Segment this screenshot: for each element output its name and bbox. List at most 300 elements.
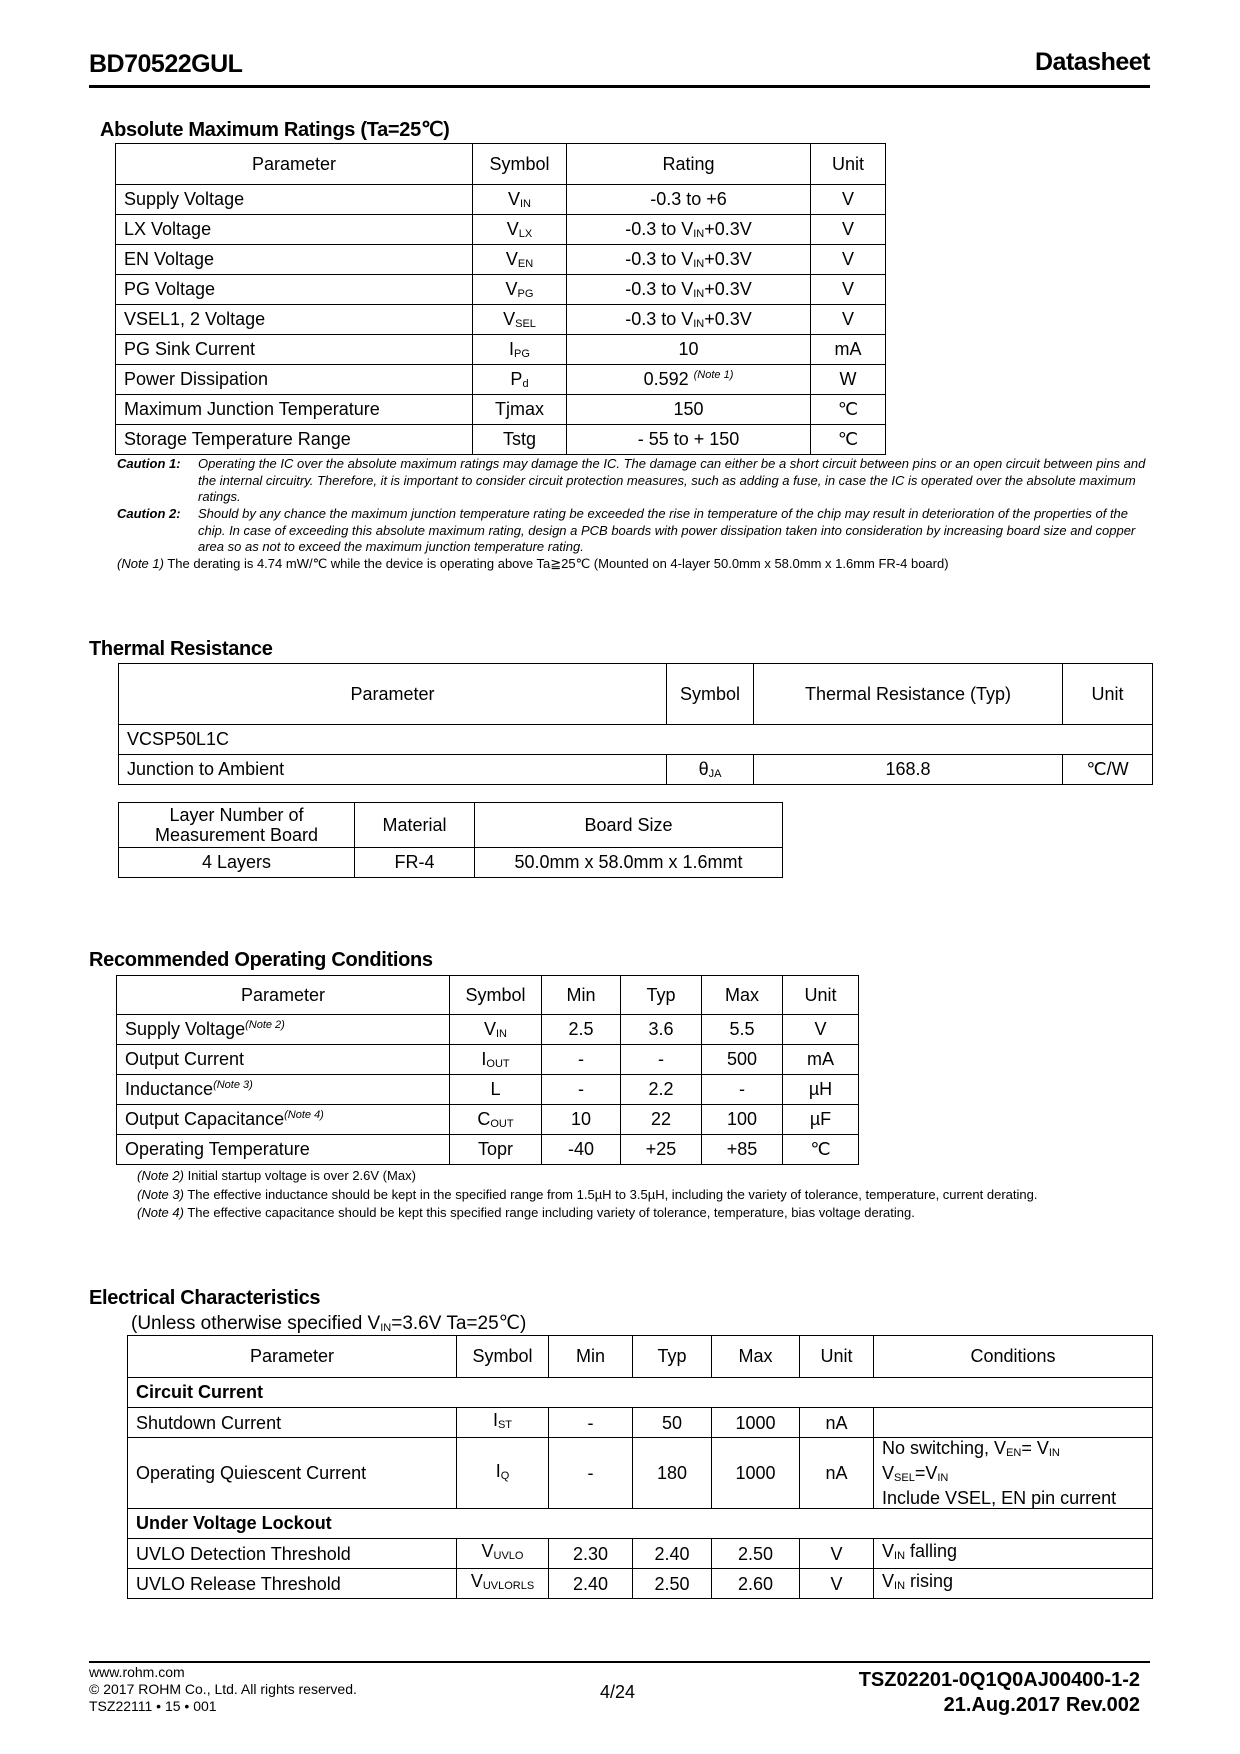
condition-part: IN xyxy=(937,1472,949,1484)
max-cell xyxy=(702,1105,783,1135)
unit-cell xyxy=(783,1015,859,1045)
rating-part: IN xyxy=(693,288,705,300)
unit: µF xyxy=(809,1109,832,1129)
column-header-cell xyxy=(549,1336,633,1378)
note-text: The effective capacitance should be kept this specified range including variety of tolerance, temperature, bias voltage derating. xyxy=(183,1205,915,1220)
min: 10 xyxy=(570,1109,592,1129)
max: 1000 xyxy=(735,1463,776,1483)
condition-part: V xyxy=(882,1541,895,1561)
roc-note xyxy=(137,1204,1037,1223)
parameter-cell xyxy=(116,215,473,245)
table-row xyxy=(116,305,886,335)
table-row xyxy=(116,365,886,395)
roc-heading: Recommended Operating Conditions xyxy=(89,949,433,971)
unit-cell xyxy=(800,1569,874,1599)
condition-part: IN xyxy=(1048,1447,1060,1459)
symbol-cell xyxy=(473,245,567,275)
unit: V xyxy=(841,249,854,269)
column-header-cell xyxy=(473,144,567,185)
column-header: Layer Number of Measurement Board xyxy=(154,805,319,845)
table-row xyxy=(128,1438,1153,1509)
column-header: Max xyxy=(738,1346,773,1366)
unit-cell xyxy=(783,1135,859,1165)
symbol-part: UVLORLS xyxy=(482,1580,535,1592)
column-header: Unit xyxy=(804,984,837,1005)
caution-2-text: Should by any chance the maximum junction temperature rating be exceeded the rise in temperature of the chip may result in deterioration of the properties of the chip. In case of exceeding this absolute maximum rating, design a PCB boards with power dissipation taken into consideration by increasing board size and copper area so as not to exceed the maximum junction temperature rating. xyxy=(198,506,1136,554)
rating-cell xyxy=(567,305,811,335)
symbol-cell xyxy=(450,1105,542,1135)
typ: - xyxy=(658,1049,664,1069)
symbol-part: V xyxy=(505,279,518,299)
column-header-cell xyxy=(116,144,473,185)
board-value: FR-4 xyxy=(394,852,435,872)
table-row xyxy=(117,1135,859,1165)
typ-cell xyxy=(621,1075,702,1105)
footer-divider xyxy=(89,1661,1150,1663)
column-header-cell xyxy=(1063,664,1153,725)
unit: ℃/W xyxy=(1086,759,1129,779)
column-header-cell xyxy=(355,803,475,848)
symbol-part: SEL xyxy=(515,318,536,330)
symbol-cell xyxy=(457,1408,549,1438)
rating-part: IN xyxy=(693,318,705,330)
column-header: Parameter xyxy=(251,153,337,174)
parameter-part: Output Capacitance xyxy=(125,1109,285,1129)
unit: V xyxy=(841,309,854,329)
symbol-cell xyxy=(473,425,567,455)
typ-cell xyxy=(633,1408,712,1438)
rating-part: (Note 1) xyxy=(693,369,734,381)
typ: 50 xyxy=(661,1412,683,1433)
parameter-part: Supply Voltage xyxy=(125,1019,246,1039)
column-header: Symbol xyxy=(489,153,550,174)
symbol-part: LX xyxy=(518,228,533,240)
unit-cell xyxy=(783,1045,859,1075)
unit: V xyxy=(830,1573,843,1594)
condition-part: IN xyxy=(894,1580,906,1592)
caution-1 xyxy=(117,456,1152,506)
symbol-part: IN xyxy=(496,1028,507,1040)
note-1 xyxy=(117,556,949,572)
column-header: Min xyxy=(566,984,596,1005)
unit: V xyxy=(830,1543,843,1564)
condition-part: IN xyxy=(894,1550,906,1562)
parameter-cell xyxy=(116,335,473,365)
unit: V xyxy=(814,1019,827,1039)
max: 1000 xyxy=(735,1412,776,1433)
unit-cell xyxy=(783,1105,859,1135)
ec-heading: Electrical Characteristics xyxy=(89,1287,321,1309)
typ-cell xyxy=(633,1539,712,1569)
column-header: Typ xyxy=(657,1346,687,1366)
parameter-part: (Note 4) xyxy=(284,1109,324,1121)
column-header: Symbol xyxy=(472,1346,533,1366)
conditions-cell xyxy=(874,1539,1153,1569)
note-1-label: (Note 1) xyxy=(117,556,164,571)
rating-cell xyxy=(567,245,811,275)
note-label: (Note 2) xyxy=(137,1168,184,1183)
symbol-part: V xyxy=(470,1571,483,1591)
symbol-cell xyxy=(450,1135,542,1165)
table-row xyxy=(117,1045,859,1075)
parameter: Operating Quiescent Current xyxy=(136,1463,367,1483)
conditions-cell xyxy=(874,1569,1153,1599)
parameter-cell xyxy=(117,1015,450,1045)
rating-part: IN xyxy=(693,228,705,240)
table-row xyxy=(116,395,886,425)
column-header-cell xyxy=(754,664,1063,725)
unit-cell xyxy=(800,1438,874,1509)
symbol-cell xyxy=(473,215,567,245)
table-row xyxy=(119,848,783,878)
page-number: 4/24 xyxy=(600,1682,636,1702)
column-header-cell xyxy=(475,803,783,848)
parameter: LX Voltage xyxy=(124,219,212,239)
ec-subtitle-text-part: IN xyxy=(380,1322,392,1334)
max-cell xyxy=(702,1015,783,1045)
part-number-title: BD70522GUL xyxy=(89,50,243,78)
symbol-part: ST xyxy=(497,1419,513,1431)
board-value-cell xyxy=(475,848,783,878)
min: -40 xyxy=(567,1139,594,1159)
rating: 150 xyxy=(673,399,704,419)
typ-cell xyxy=(621,1135,702,1165)
column-header: Unit xyxy=(1091,683,1124,704)
symbol-part: Q xyxy=(500,1469,510,1482)
column-header-cell xyxy=(450,976,542,1015)
section-title: Under Voltage Lockout xyxy=(136,1513,332,1533)
parameter-cell xyxy=(119,755,667,785)
condition-part: No switching, V xyxy=(882,1438,1007,1458)
min-cell xyxy=(542,1045,621,1075)
symbol-part: V xyxy=(503,309,516,329)
parameter-cell xyxy=(116,305,473,335)
parameter-cell xyxy=(128,1408,457,1438)
symbol-part: d xyxy=(522,378,529,390)
table-row xyxy=(128,1539,1153,1569)
min-cell xyxy=(542,1135,621,1165)
typ: 2.2 xyxy=(648,1079,674,1099)
section-row xyxy=(128,1378,1153,1408)
symbol: L xyxy=(490,1079,501,1099)
header-divider xyxy=(89,85,1150,88)
symbol-part: V xyxy=(506,219,519,239)
unit: mA xyxy=(834,339,862,359)
max-cell xyxy=(712,1438,800,1509)
min-cell xyxy=(542,1015,621,1045)
rating-cell xyxy=(567,335,811,365)
min: - xyxy=(578,1079,584,1099)
condition-part: EN xyxy=(1006,1447,1022,1459)
unit-cell xyxy=(1063,755,1153,785)
table-row xyxy=(117,1015,859,1045)
unit-cell xyxy=(811,305,886,335)
table-row xyxy=(116,185,886,215)
rating: -0.3 to +6 xyxy=(650,189,727,209)
board-value: 4 Layers xyxy=(201,852,272,872)
max-cell xyxy=(702,1045,783,1075)
conditions-cell xyxy=(874,1408,1153,1438)
unit: nA xyxy=(825,1463,848,1483)
section-row xyxy=(128,1509,1153,1539)
electrical-characteristics-table xyxy=(127,1335,1153,1599)
parameter-cell xyxy=(116,245,473,275)
column-header-cell xyxy=(119,803,355,848)
caution-1-label: Caution 1: xyxy=(117,456,181,471)
unit: ℃ xyxy=(810,1139,831,1159)
column-header-cell xyxy=(783,976,859,1015)
condition-part: V xyxy=(882,1571,895,1591)
min: - xyxy=(587,1412,594,1433)
min-cell xyxy=(542,1105,621,1135)
symbol-part: V xyxy=(505,249,518,269)
board-value-cell xyxy=(355,848,475,878)
symbol-part: V xyxy=(507,189,520,209)
typ: 3.6 xyxy=(648,1019,674,1039)
condition-part: falling xyxy=(905,1541,958,1561)
parameter-cell xyxy=(116,275,473,305)
parameter-cell xyxy=(117,1135,450,1165)
typ-cell xyxy=(621,1015,702,1045)
caution-2-label: Caution 2: xyxy=(117,506,181,521)
symbol-cell xyxy=(473,335,567,365)
caution-2 xyxy=(117,506,1152,556)
max: 100 xyxy=(726,1109,758,1129)
condition-part: SEL xyxy=(894,1472,915,1484)
unit: V xyxy=(841,189,854,209)
column-header: Symbol xyxy=(465,984,526,1005)
header-row xyxy=(128,1336,1153,1378)
thermal-resistance-cell xyxy=(754,755,1063,785)
typ-cell xyxy=(621,1105,702,1135)
symbol-cell xyxy=(450,1045,542,1075)
typ-cell xyxy=(621,1045,702,1075)
max: 2.60 xyxy=(737,1573,774,1594)
column-header-cell xyxy=(621,976,702,1015)
symbol-part: V xyxy=(483,1019,496,1039)
rating-cell xyxy=(567,395,811,425)
condition-part: V xyxy=(882,1463,895,1483)
table-row xyxy=(116,245,886,275)
rating-part: +0.3V xyxy=(704,219,752,239)
condition-line xyxy=(882,1463,1146,1488)
symbol: Tjmax xyxy=(495,399,544,419)
rating-cell xyxy=(567,215,811,245)
caution-1-text: Operating the IC over the absolute maximum ratings may damage the IC. The damage can either be a short circuit between pins or an open circuit between pins and the internal circuitry. Therefore, it is important to consider circuit protection measures, such as adding a fuse, in case the IC is operated over the absolute maximum ratings. xyxy=(198,456,1146,504)
unit-cell xyxy=(811,395,886,425)
symbol-cell xyxy=(457,1569,549,1599)
symbol-part: EN xyxy=(517,258,534,270)
package-row xyxy=(119,725,1153,755)
column-header-cell xyxy=(117,976,450,1015)
rating-part: -0.3 to V xyxy=(625,249,694,269)
footer-website: www.rohm.com xyxy=(89,1664,185,1680)
symbol-part: PG xyxy=(514,348,530,360)
symbol-part: JA xyxy=(708,768,722,780)
column-header-cell xyxy=(811,144,886,185)
roc-notes xyxy=(137,1167,1037,1223)
column-header: Parameter xyxy=(350,683,435,704)
min-cell xyxy=(542,1075,621,1105)
min: 2.5 xyxy=(568,1019,594,1039)
absolute-max-ratings-table xyxy=(115,143,886,455)
typ-cell xyxy=(633,1438,712,1509)
table-row xyxy=(116,215,886,245)
measurement-board-table xyxy=(118,802,783,878)
symbol-part: OUT xyxy=(490,1118,514,1130)
max: - xyxy=(739,1079,745,1099)
column-header: Material xyxy=(382,815,447,835)
unit-cell xyxy=(811,425,886,455)
max: 5.5 xyxy=(729,1019,755,1039)
symbol-part: I xyxy=(492,1410,498,1430)
typ: +25 xyxy=(645,1139,677,1159)
condition-part: = V xyxy=(1021,1438,1049,1458)
parameter-cell xyxy=(128,1569,457,1599)
table-row xyxy=(119,755,1153,785)
symbol-part: PG xyxy=(517,288,534,300)
column-header: Board Size xyxy=(584,815,673,835)
rating-part: +0.3V xyxy=(704,309,752,329)
parameter-cell xyxy=(128,1539,457,1569)
typ-cell xyxy=(633,1569,712,1599)
note-label: (Note 4) xyxy=(137,1205,184,1220)
parameter: UVLO Release Threshold xyxy=(136,1573,341,1594)
header-row xyxy=(116,144,886,185)
footer-copyright: © 2017 ROHM Co., Ltd. All rights reserved. xyxy=(89,1681,357,1697)
column-header-cell xyxy=(702,976,783,1015)
min: - xyxy=(587,1463,594,1483)
min-cell xyxy=(549,1438,633,1509)
unit: ℃ xyxy=(837,429,859,449)
ec-subtitle-text-part: (Unless otherwise specified V xyxy=(131,1313,381,1334)
section-header-cell xyxy=(128,1378,1153,1408)
condition-line xyxy=(882,1488,1146,1508)
column-header-cell xyxy=(667,664,754,725)
section-title: Circuit Current xyxy=(136,1382,264,1402)
column-header-cell xyxy=(567,144,811,185)
parameter: PG Voltage xyxy=(124,279,216,299)
symbol-cell xyxy=(473,275,567,305)
column-header: Parameter xyxy=(240,984,326,1005)
unit: mA xyxy=(807,1049,834,1069)
table-row xyxy=(128,1569,1153,1599)
symbol-part: θ xyxy=(698,759,709,779)
unit-cell xyxy=(811,245,886,275)
amr-heading: Absolute Maximum Ratings (Ta=25℃) xyxy=(100,119,450,141)
parameter-cell xyxy=(128,1438,457,1509)
symbol-cell xyxy=(667,755,754,785)
footer-right xyxy=(859,1668,1140,1718)
symbol-part: IN xyxy=(520,198,531,210)
column-header-cell xyxy=(712,1336,800,1378)
parameter-part: Inductance xyxy=(125,1079,214,1099)
header-row xyxy=(117,976,859,1015)
rating-part: -0.3 to V xyxy=(625,219,694,239)
column-header-cell xyxy=(119,664,667,725)
symbol-cell xyxy=(473,185,567,215)
rating-part: -0.3 to V xyxy=(625,279,694,299)
symbol-part: P xyxy=(510,369,523,389)
max-cell xyxy=(702,1075,783,1105)
roc-note xyxy=(137,1186,1037,1205)
header-row xyxy=(119,664,1153,725)
roc-note xyxy=(137,1167,1037,1186)
symbol-cell xyxy=(457,1539,549,1569)
min: 2.30 xyxy=(572,1543,609,1564)
column-header: Conditions xyxy=(970,1346,1056,1366)
board-value-cell xyxy=(119,848,355,878)
rating-part: IN xyxy=(693,258,705,270)
table-row xyxy=(116,335,886,365)
document-type: Datasheet xyxy=(1035,48,1150,76)
max-cell xyxy=(702,1135,783,1165)
ec-subtitle xyxy=(131,1312,526,1335)
note-1-text: The derating is 4.74 mW/℃ while the device is operating above Ta≧25℃ (Mounted on 4-layer 50.0mm x 58.0mm x 1.6mm FR-4 board) xyxy=(163,556,949,571)
table-row xyxy=(116,275,886,305)
min-cell xyxy=(549,1539,633,1569)
symbol-part: V xyxy=(481,1541,494,1561)
rating-part: 0.592 xyxy=(643,369,694,389)
symbol-cell xyxy=(473,305,567,335)
symbol-cell xyxy=(457,1438,549,1509)
typ: 2.50 xyxy=(654,1573,690,1594)
min-cell xyxy=(549,1569,633,1599)
board-value: 50.0mm x 58.0mm x 1.6mmt xyxy=(514,852,743,872)
column-header: Typ xyxy=(646,984,676,1005)
parameter: Operating Temperature xyxy=(125,1139,310,1159)
symbol-part: C xyxy=(477,1109,491,1129)
table-row xyxy=(117,1105,859,1135)
note-text: Initial startup voltage is over 2.6V (Max) xyxy=(183,1168,416,1183)
parameter-cell xyxy=(116,425,473,455)
unit-cell xyxy=(811,335,886,365)
footer-date-revision: 21.Aug.2017 Rev.002 xyxy=(943,1694,1140,1716)
parameter: PG Sink Current xyxy=(124,339,256,359)
parameter: VSEL1, 2 Voltage xyxy=(124,309,266,329)
parameter: Maximum Junction Temperature xyxy=(124,399,380,419)
rating-cell xyxy=(567,185,811,215)
unit-cell xyxy=(800,1408,874,1438)
rating-cell xyxy=(567,425,811,455)
typ: 180 xyxy=(656,1463,688,1483)
rating-cell xyxy=(567,275,811,305)
column-header: Symbol xyxy=(679,683,741,704)
rating-part: +0.3V xyxy=(704,249,752,269)
rating-part: +0.3V xyxy=(704,279,752,299)
unit: µH xyxy=(808,1079,833,1099)
header-row xyxy=(119,803,783,848)
condition-part: rising xyxy=(905,1571,954,1591)
unit-cell xyxy=(811,185,886,215)
note-label: (Note 3) xyxy=(137,1186,184,1202)
column-header: Rating xyxy=(662,153,715,174)
condition-part: =V xyxy=(914,1463,938,1483)
symbol-cell xyxy=(450,1075,542,1105)
parameter: Power Dissipation xyxy=(124,369,269,389)
unit-cell xyxy=(783,1075,859,1105)
symbol-part: I xyxy=(481,1049,487,1069)
parameter: Shutdown Current xyxy=(136,1412,282,1433)
typ: 22 xyxy=(650,1109,672,1129)
parameter: Output Current xyxy=(125,1049,245,1069)
parameter-part: (Note 2) xyxy=(245,1019,285,1031)
unit: V xyxy=(841,279,854,299)
condition-line xyxy=(882,1438,1146,1463)
table-row xyxy=(128,1408,1153,1438)
column-header: Thermal Resistance (Typ) xyxy=(804,683,1012,704)
column-header: Min xyxy=(575,1346,605,1366)
